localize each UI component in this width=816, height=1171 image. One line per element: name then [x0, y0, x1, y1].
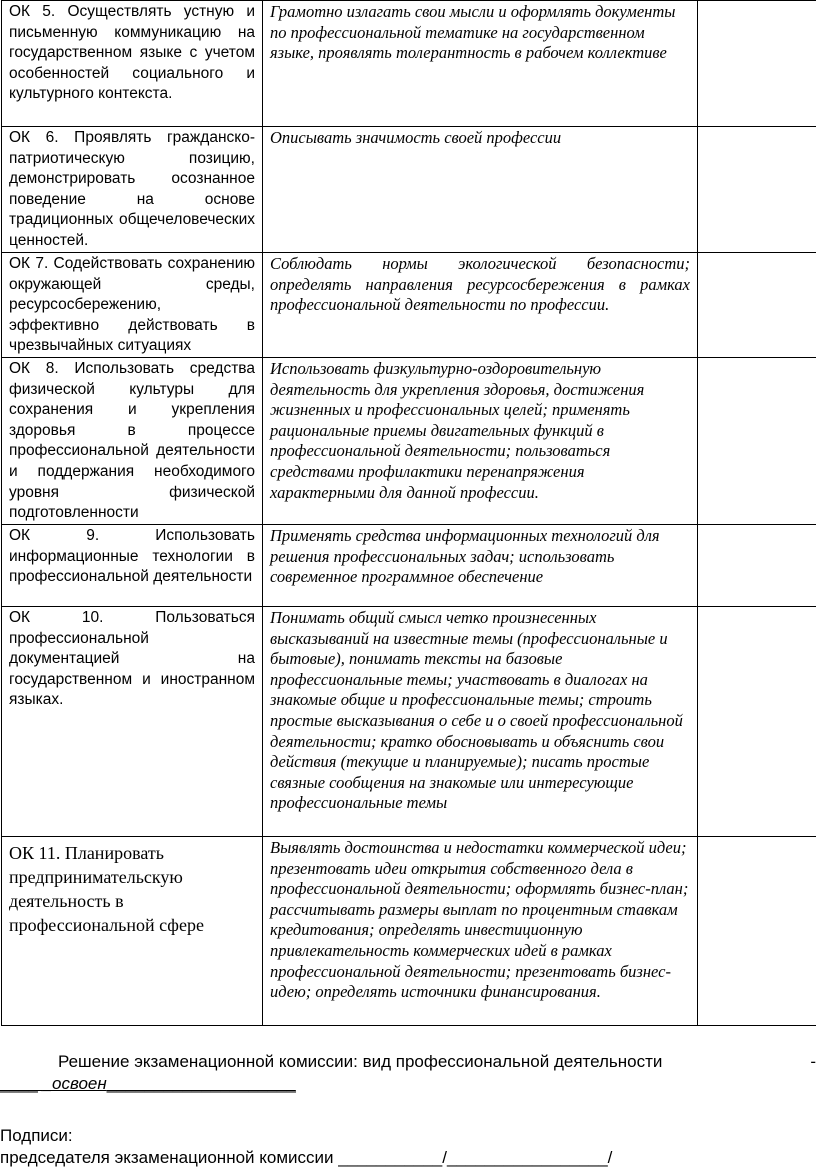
signatures-title: Подписи:: [0, 1126, 73, 1145]
competence-cell: ОК 7. Содействовать сохранению окружающей среды, ресурсосбережению, эффективно действовать в чрезвычайных ситуациях: [2, 253, 263, 358]
indicator-cell: Понимать общий смысл четко произнесенных высказываний на известные темы (профессиональные и бытовые), понимать тексты на базовые профессиональные темы; участвовать в диалогах на знакомые общие и профессиональные темы; строить простые высказывания о себе и о своей профессиональной деятельности; кратко обосновывать и объяснить свои действия (текущие и планируемые); писать простые связные сообщения на знакомые или интересующие профессиональные темы: [263, 607, 698, 837]
competence-cell: ОК 5. Осуществлять устную и письменную коммуникацию на государственном языке с учетом особенностей социального и культурного контекста.: [2, 1, 263, 127]
indicator-cell: Применять средства информационных технологий для решения профессиональных задач; использовать современное программное обеспечение: [263, 525, 698, 607]
table-row: [2, 607, 816, 837]
chair-signature-line: председателя экзаменационной комиссии ___________/_________________/: [0, 1148, 613, 1167]
signatures-block: [0, 1125, 816, 1169]
competence-table: [1, 0, 816, 1026]
grade-cell: [698, 607, 816, 837]
table-row: [2, 127, 816, 253]
indicator-cell: Выявлять достоинства и недостатки коммерческой идеи; презентовать идеи открытия собственного дела в профессиональной деятельности; оформлять бизнес-план; рассчитывать размеры выплат по процентным ставкам кредитования; определять инвестиционную привлекательность коммерческих идей в рамках профессиональной деятельности; презентовать бизнес-идею; определять источники финансирования.: [263, 837, 698, 1026]
table-row: [2, 253, 816, 358]
decision-result-tail: ____________________: [106, 1074, 296, 1093]
competence-cell: ОК 8. Использовать средства физической культуры для сохранения и укрепления здоровья в процессе профессиональной деятельности и поддержания необходимого уровня физической подготовленности: [2, 358, 263, 525]
grade-cell: [698, 253, 816, 358]
grade-cell: [698, 127, 816, 253]
grade-cell: [698, 1, 816, 127]
decision-result-line: [0, 1073, 816, 1095]
grade-cell: [698, 525, 816, 607]
table-row: [2, 837, 816, 1026]
grade-cell: [698, 358, 816, 525]
table-row: [2, 525, 816, 607]
decision-result-lead: ____: [0, 1074, 43, 1093]
decision-line: [0, 1051, 816, 1073]
grade-cell: [698, 837, 816, 1026]
competence-cell: ОК 9. Использовать информационные технологии в профессиональной деятельности: [2, 525, 263, 607]
indicator-cell: Соблюдать нормы экологической безопасности; определять направления ресурсосбережения в рамках профессиональной деятельности по профессии.: [263, 253, 698, 358]
competence-cell: ОК 6. Проявлять гражданско-патриотическую позицию, демонстрировать осознанное поведение на основе традиционных общечеловеческих ценностей.: [2, 127, 263, 253]
decision-text: Решение экзаменационной комиссии: вид профессиональной деятельности: [58, 1052, 663, 1071]
indicator-cell: Грамотно излагать свои мысли и оформлять документы по профессиональной тематике на государственном языке, проявлять толерантность в рабочем коллективе: [263, 1, 698, 127]
competence-cell: ОК 10. Пользоваться профессиональной документацией на государственном и иностранном языках.: [2, 607, 263, 837]
table-row: [2, 1, 816, 127]
table-row: [2, 358, 816, 525]
decision-dash: -: [810, 1052, 816, 1071]
indicator-cell: Использовать физкультурно-оздоровительную деятельность для укрепления здоровья, достижения жизненных и профессиональных целей; применять рациональные приемы двигательных функций в профессиональной деятельности; пользоваться средствами профилактики перенапряжения характерными для данной профессии.: [263, 358, 698, 525]
competence-cell: ОК 11. Планировать предпринимательскую деятельность в профессиональной сфере: [2, 837, 263, 1026]
indicator-cell: Описывать значимость своей профессии: [263, 127, 698, 253]
decision-result: _освоен: [42, 1074, 107, 1093]
commission-decision: [0, 1051, 816, 1095]
